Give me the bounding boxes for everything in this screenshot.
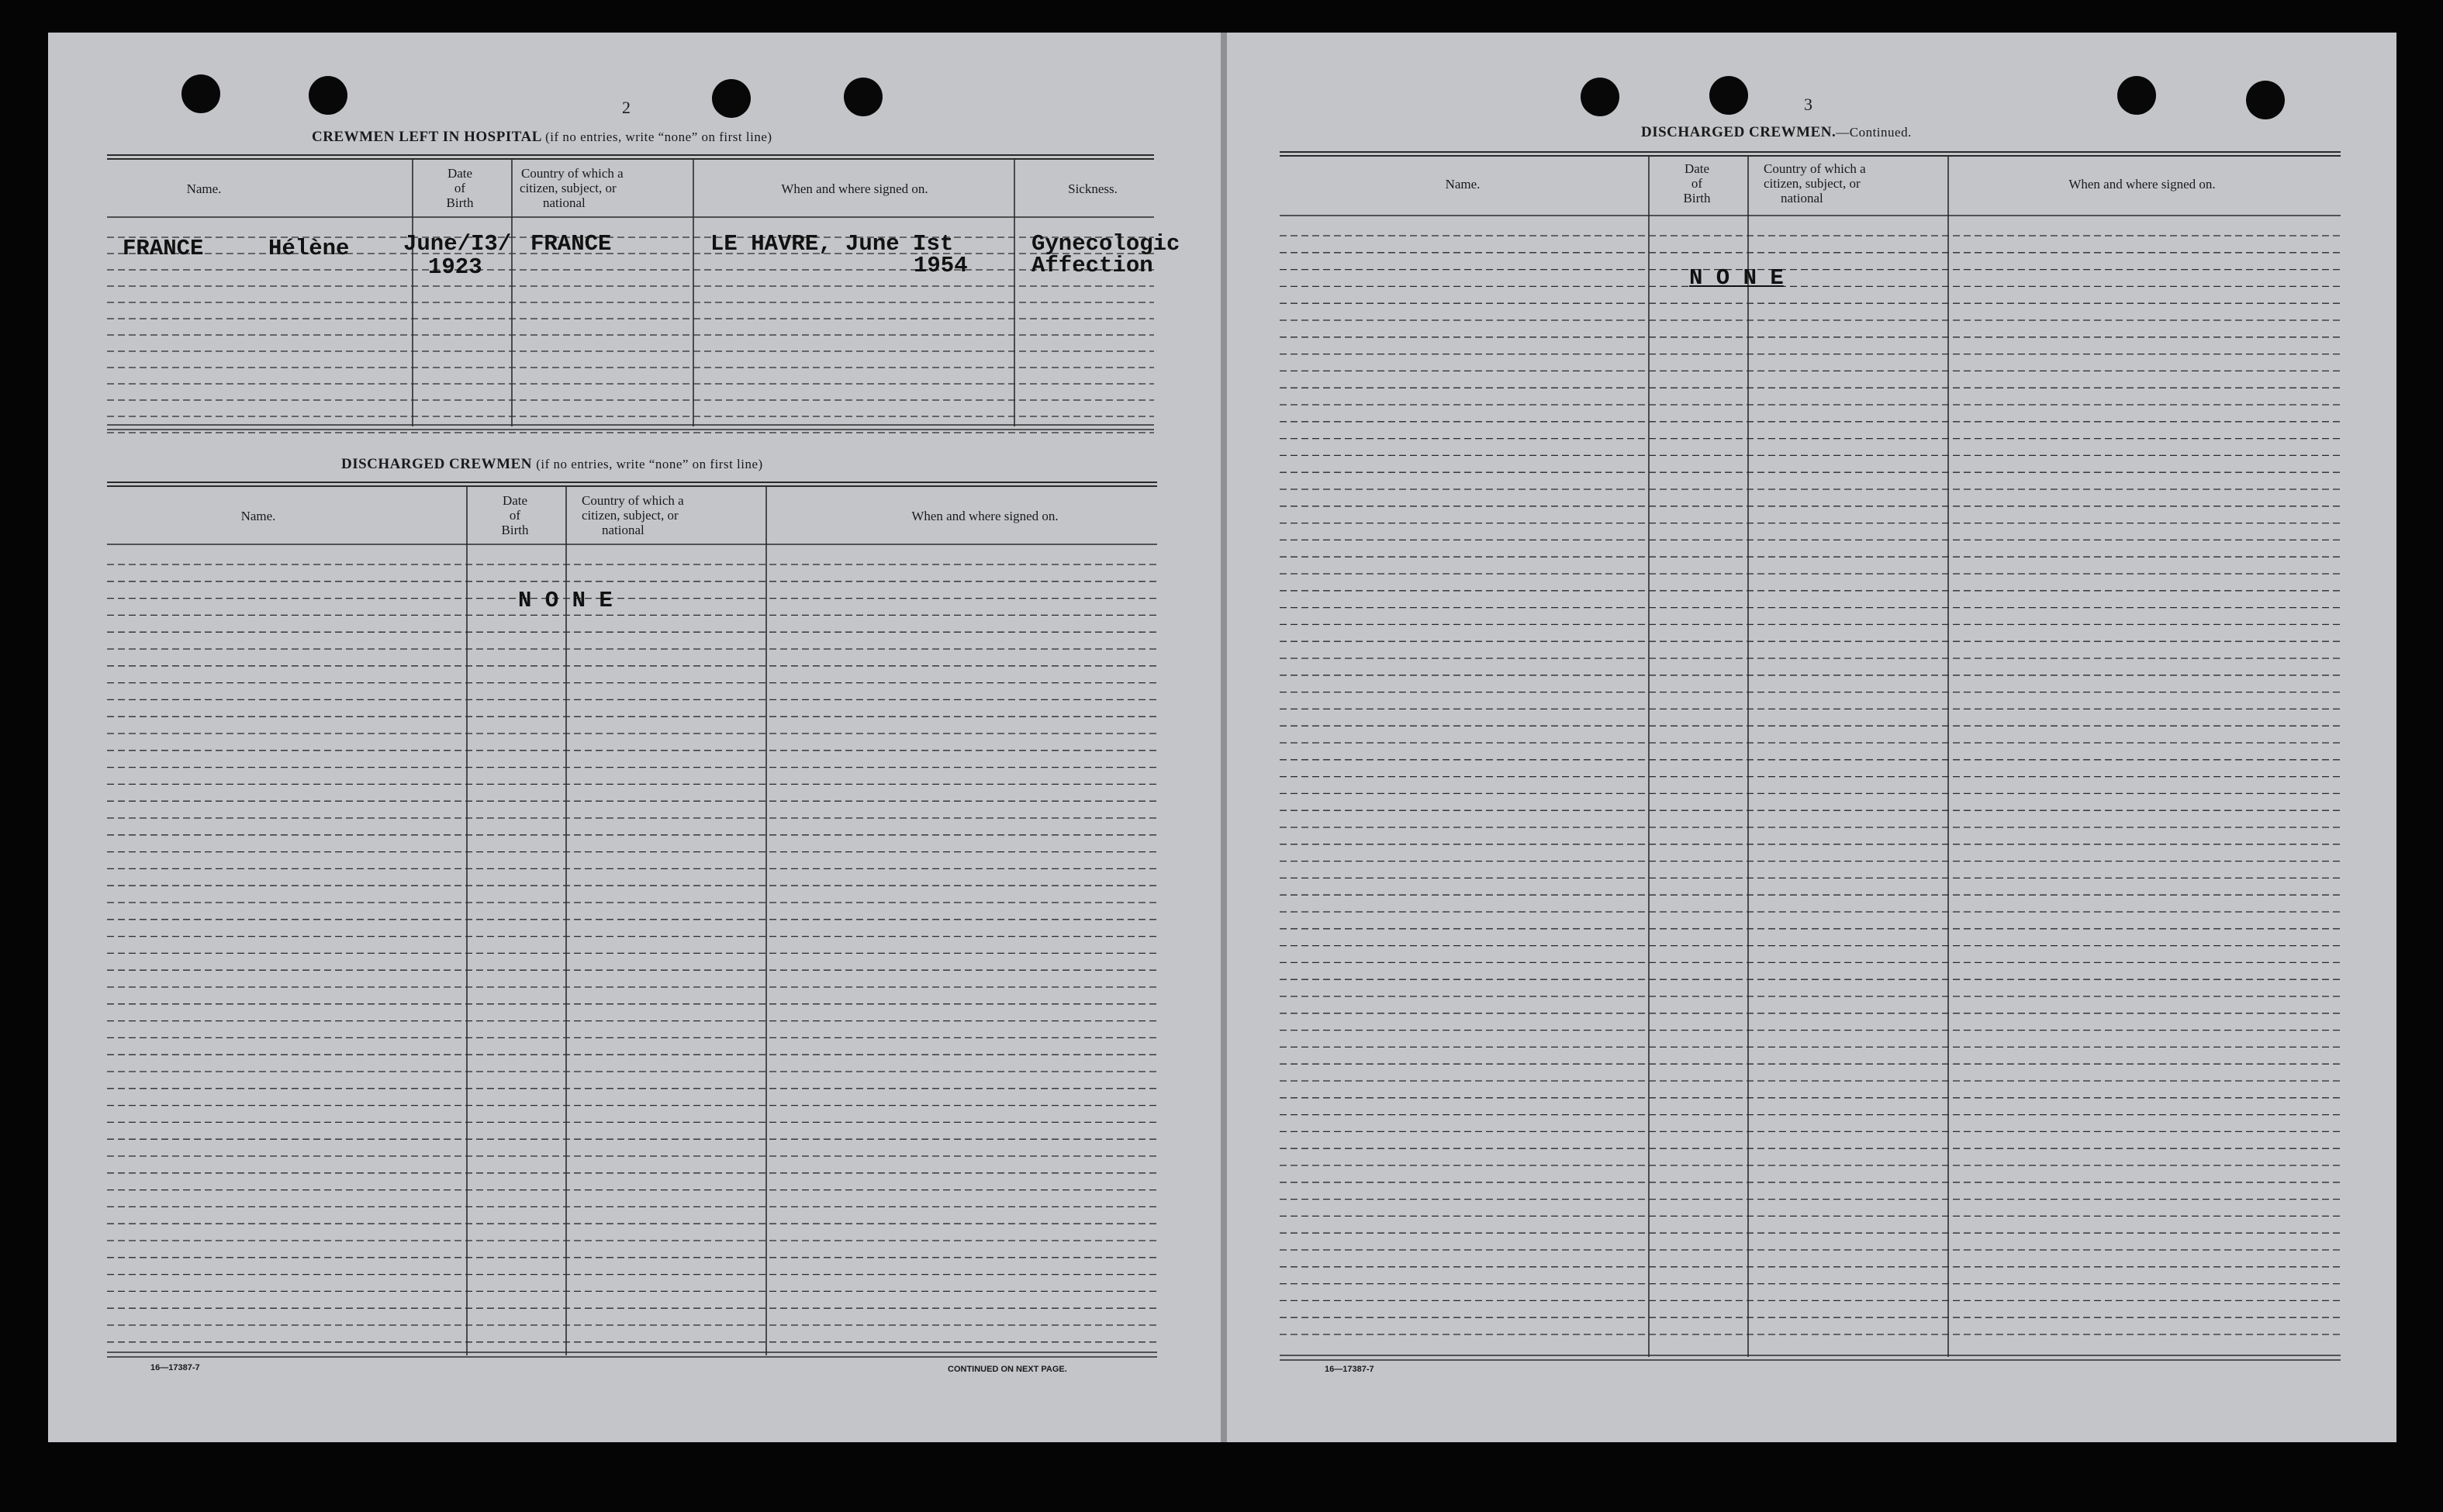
continued-header-signed: When and where signed on. [2068,177,2216,192]
right-ruled-grid [1227,33,2396,1442]
dob-header-line: Birth [446,195,474,210]
punch-hole [181,74,220,113]
country-header-line: national [602,523,644,537]
punch-hole [1709,76,1748,115]
dob-header-line: Birth [1683,191,1711,205]
hospital-title-text: CREWMEN LEFT IN HOSPITAL [312,129,541,145]
dob-header-line: Birth [501,523,529,537]
left-page [48,33,1221,1442]
country-header-line: citizen, subject, or [520,181,617,195]
book-gutter [1221,33,1227,1442]
crewman-given-name: Hélène [268,236,350,261]
crewman-sickness-line2: Affection [1031,253,1153,278]
dob-header-line: of [1691,176,1703,191]
crewman-country: FRANCE [530,231,612,257]
page-number: 2 [622,98,631,117]
country-header-line: Country of which a [582,493,684,508]
crewman-dob-line2: 1923 [428,254,482,280]
punch-hole [2246,81,2285,119]
continued-header-country [1748,161,1945,205]
hospital-header-country [513,166,689,210]
country-header-line: national [1781,191,1823,205]
punch-hole [2117,76,2156,115]
hospital-section-title [312,129,772,146]
country-header-line: citizen, subject, or [582,508,679,523]
continued-note: CONTINUED ON NEXT PAGE. [948,1365,1067,1374]
hospital-header-name: Name. [186,181,222,196]
crewman-sickness-line1: Gynecologic [1031,231,1180,257]
form-number: 16—17387-7 [1325,1365,1374,1374]
crewman-signed-year: 1954 [914,253,968,278]
dob-header-line: of [509,508,521,523]
discharged-none-entry: N O N E [518,588,613,613]
country-header-line: citizen, subject, or [1764,176,1861,191]
discharged-header-signed: When and where signed on. [911,509,1059,523]
right-page [1227,33,2396,1442]
hospital-header-sickness: Sickness. [1068,181,1118,196]
hospital-header-dob [411,166,509,210]
crewman-signed-place-date: LE HAVRE, June Ist [710,231,954,257]
dob-header-line: of [454,181,466,195]
continued-title-text: DISCHARGED CREWMEN. [1641,124,1837,140]
dob-header-line: Date [447,166,473,181]
punch-hole [844,78,883,116]
discharged-continued-title [1641,124,1912,141]
continued-header-name: Name. [1445,177,1481,192]
page-number: 3 [1804,95,1812,114]
discharged-title-text: DISCHARGED CREWMEN [341,456,532,472]
dob-header-line: Date [502,493,528,508]
discharged-header-dob [467,493,563,537]
hospital-subtitle-text: (if no entries, write “none” on first line) [545,129,772,144]
form-number: 16—17387-7 [150,1363,200,1372]
crewman-dob-line1: June/I3/ [403,231,512,257]
punch-hole [712,79,751,118]
punch-hole [1581,78,1619,116]
discharged-header-country [566,493,763,537]
discharged-header-name: Name. [240,509,276,523]
country-header-line: national [543,195,586,210]
discharged-subtitle-text: (if no entries, write “none” on first line) [536,457,763,471]
country-header-line: Country of which a [521,166,624,181]
hospital-header-signed: When and where signed on. [781,181,928,196]
continued-none-entry: N O N E [1689,265,1784,291]
punch-hole [309,76,347,115]
continued-subtitle-text: —Continued. [1836,125,1912,140]
crewman-surname: FRANCE [123,236,204,261]
dob-header-line: Date [1684,161,1710,176]
continued-header-dob [1649,161,1745,205]
country-header-line: Country of which a [1764,161,1866,176]
discharged-section-title [341,456,763,473]
